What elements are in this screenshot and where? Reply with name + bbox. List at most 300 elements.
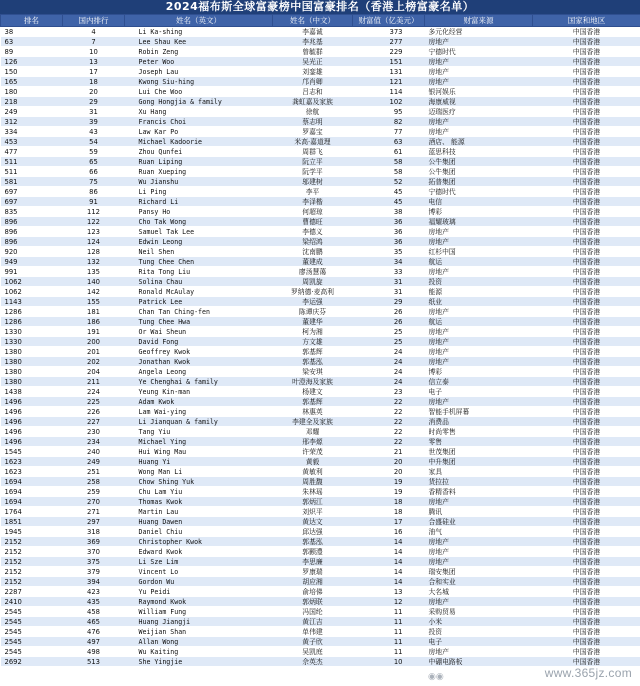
- cell-wealth: 45: [353, 197, 425, 207]
- cell-name-cn: 陈谭庆芬: [273, 307, 353, 317]
- table-row: [1, 177, 640, 187]
- cell-domestic-rank: 394: [63, 577, 125, 587]
- cell-name-cn: 李平: [273, 187, 353, 197]
- table-row: [1, 207, 640, 217]
- cell-name-en: Thomas Kwok: [125, 497, 273, 507]
- table-row: [1, 347, 640, 357]
- table-row: [1, 567, 640, 577]
- table-row: [1, 217, 640, 227]
- cell-rank: 1330: [1, 327, 63, 337]
- cell-rank: 1694: [1, 477, 63, 487]
- cell-rank: 697: [1, 187, 63, 197]
- cell-name-cn: 朱林瑶: [273, 487, 353, 497]
- cell-domestic-rank: 31: [63, 107, 125, 117]
- cell-name-en: Vincent Lo: [125, 567, 273, 577]
- cell-region: 中国香港: [533, 507, 640, 517]
- cell-name-cn: 黄敏利: [273, 467, 353, 477]
- cell-domestic-rank: 7: [63, 37, 125, 47]
- cell-name-cn: 李德义: [273, 227, 353, 237]
- cell-name-en: Edward Kwok: [125, 547, 273, 557]
- cell-region: 中国香港: [533, 47, 640, 57]
- cell-rank: 334: [1, 127, 63, 137]
- cell-name-en: Lam Wai-ying: [125, 407, 273, 417]
- cell-source: 合和实业: [425, 577, 533, 587]
- cell-source: 宁德时代: [425, 47, 533, 57]
- cell-source: 投资: [425, 627, 533, 637]
- cell-region: 中国香港: [533, 387, 640, 397]
- header-domestic-rank: 国内排行: [63, 15, 125, 27]
- cell-source: 时尚零售: [425, 427, 533, 437]
- cell-domestic-rank: 465: [63, 617, 125, 627]
- cell-region: 中国香港: [533, 607, 640, 617]
- table-row: [1, 147, 640, 157]
- cell-domestic-rank: 258: [63, 477, 125, 487]
- table-row: [1, 577, 640, 587]
- cell-source: 房地产: [425, 307, 533, 317]
- cell-rank: 1623: [1, 457, 63, 467]
- cell-region: 中国香港: [533, 657, 640, 667]
- table-row: [1, 337, 640, 347]
- cell-domestic-rank: 369: [63, 537, 125, 547]
- cell-wealth: 52: [353, 177, 425, 187]
- table-row: [1, 397, 640, 407]
- cell-wealth: 26: [353, 317, 425, 327]
- cell-name-en: Ronald McAulay: [125, 287, 273, 297]
- cell-rank: 2152: [1, 537, 63, 547]
- cell-name-cn: 曾毓群: [273, 47, 353, 57]
- cell-source: 房地产: [425, 57, 533, 67]
- cell-source: 货拉拉: [425, 477, 533, 487]
- cell-name-en: Li Jianquan & family: [125, 417, 273, 427]
- table-row: [1, 237, 640, 247]
- cell-rank: 2545: [1, 607, 63, 617]
- table-row: [1, 317, 640, 327]
- cell-wealth: 21: [353, 447, 425, 457]
- cell-rank: 1764: [1, 507, 63, 517]
- cell-source: 房地产: [425, 37, 533, 47]
- cell-region: 中国香港: [533, 147, 640, 157]
- cell-rank: 477: [1, 147, 63, 157]
- cell-domestic-rank: 135: [63, 267, 125, 277]
- cell-name-cn: 黄毅: [273, 457, 353, 467]
- cell-name-en: Hui Wing Mau: [125, 447, 273, 457]
- cell-region: 中国香港: [533, 117, 640, 127]
- cell-name-en: Ruan Xueping: [125, 167, 273, 177]
- cell-rank: 1286: [1, 317, 63, 327]
- cell-name-en: Patrick Lee: [125, 297, 273, 307]
- cell-source: 智能手机屏幕: [425, 407, 533, 417]
- table-row: [1, 487, 640, 497]
- cell-name-cn: 郭炳江: [273, 497, 353, 507]
- cell-region: 中国香港: [533, 497, 640, 507]
- cell-domestic-rank: 186: [63, 317, 125, 327]
- watermark: www.365jz.com: [544, 666, 632, 680]
- cell-name-cn: 梁安琪: [273, 367, 353, 377]
- cell-region: 中国香港: [533, 397, 640, 407]
- cell-wealth: 11: [353, 637, 425, 647]
- cell-name-cn: 罗嘉宝: [273, 127, 353, 137]
- cell-domestic-rank: 375: [63, 557, 125, 567]
- cell-region: 中国香港: [533, 287, 640, 297]
- table-row: [1, 187, 640, 197]
- cell-domestic-rank: 249: [63, 457, 125, 467]
- cell-domestic-rank: 54: [63, 137, 125, 147]
- cell-name-en: Gong Hongjia & family: [125, 97, 273, 107]
- cell-region: 中国香港: [533, 27, 640, 37]
- sheet-title: 2024福布斯全球富豪榜中国富豪排名（香港上榜富豪名单）: [0, 0, 640, 14]
- table-row: [1, 527, 640, 537]
- cell-region: 中国香港: [533, 637, 640, 647]
- cell-name-cn: 李兆基: [273, 37, 353, 47]
- cell-source: 房地产: [425, 127, 533, 137]
- cell-wealth: 24: [353, 357, 425, 367]
- table-row: [1, 167, 640, 177]
- cell-name-en: Daniel Chiu: [125, 527, 273, 537]
- cell-name-cn: 邬建树: [273, 177, 353, 187]
- cell-rank: 920: [1, 247, 63, 257]
- cell-rank: 1438: [1, 387, 63, 397]
- cell-name-en: Kwong Siu-hing: [125, 77, 273, 87]
- cell-region: 中国香港: [533, 247, 640, 257]
- table-row: [1, 587, 640, 597]
- cell-name-cn: 单伟建: [273, 627, 353, 637]
- cell-rank: 581: [1, 177, 63, 187]
- cell-name-cn: 黄达文: [273, 517, 353, 527]
- cell-rank: 2152: [1, 547, 63, 557]
- cell-domestic-rank: 128: [63, 247, 125, 257]
- cell-region: 中国香港: [533, 427, 640, 437]
- cell-source: 房地产: [425, 597, 533, 607]
- cell-region: 中国香港: [533, 157, 640, 167]
- table-row: [1, 367, 640, 377]
- cell-wealth: 12: [353, 597, 425, 607]
- cell-source: 中升集团: [425, 457, 533, 467]
- table-row: [1, 267, 640, 277]
- cell-region: 中国香港: [533, 447, 640, 457]
- cell-name-cn: 吕志和: [273, 87, 353, 97]
- cell-wealth: 11: [353, 647, 425, 657]
- cell-domestic-rank: 202: [63, 357, 125, 367]
- cell-name-en: Ye Chenghai & family: [125, 377, 273, 387]
- cell-rank: 1330: [1, 337, 63, 347]
- cell-domestic-rank: 122: [63, 217, 125, 227]
- cell-source: 采购贸易: [425, 607, 533, 617]
- cell-rank: 1694: [1, 497, 63, 507]
- cell-region: 中国香港: [533, 627, 640, 637]
- cell-rank: 2152: [1, 557, 63, 567]
- cell-region: 中国香港: [533, 477, 640, 487]
- cell-region: 中国香港: [533, 377, 640, 387]
- cell-source: 多元化经营: [425, 27, 533, 37]
- cell-domestic-rank: 18: [63, 77, 125, 87]
- cell-wealth: 22: [353, 417, 425, 427]
- cell-wealth: 77: [353, 127, 425, 137]
- cell-name-en: Lui Che Woo: [125, 87, 273, 97]
- cell-name-cn: 邢李㷧: [273, 437, 353, 447]
- cell-domestic-rank: 39: [63, 117, 125, 127]
- cell-rank: 1380: [1, 357, 63, 367]
- table-row: [1, 157, 640, 167]
- cell-name-en: Yeung Kin-man: [125, 387, 273, 397]
- cell-source: 公牛集团: [425, 167, 533, 177]
- cell-source: 小米: [425, 617, 533, 627]
- cell-name-en: Geoffrey Kwok: [125, 347, 273, 357]
- cell-source: 迈瑞医疗: [425, 107, 533, 117]
- cell-domestic-rank: 181: [63, 307, 125, 317]
- cell-name-en: Yu Peidi: [125, 587, 273, 597]
- cell-domestic-rank: 259: [63, 487, 125, 497]
- cell-name-cn: 周群飞: [273, 147, 353, 157]
- table-row: [1, 47, 640, 57]
- cell-rank: 896: [1, 217, 63, 227]
- cell-wealth: 11: [353, 607, 425, 617]
- cell-rank: 165: [1, 77, 63, 87]
- cell-region: 中国香港: [533, 207, 640, 217]
- table-row: [1, 137, 640, 147]
- cell-rank: 1545: [1, 447, 63, 457]
- cell-region: 中国香港: [533, 617, 640, 627]
- cell-name-cn: 何超琼: [273, 207, 353, 217]
- cell-rank: 1143: [1, 297, 63, 307]
- header-row: [1, 15, 640, 27]
- cell-domestic-rank: 234: [63, 437, 125, 447]
- cell-rank: 89: [1, 47, 63, 57]
- table-row: [1, 417, 640, 427]
- cell-name-cn: 曹德旺: [273, 217, 353, 227]
- cell-region: 中国香港: [533, 437, 640, 447]
- cell-domestic-rank: 318: [63, 527, 125, 537]
- cell-name-en: Li Sze Lim: [125, 557, 273, 567]
- cell-source: 房地产: [425, 357, 533, 367]
- cell-domestic-rank: 498: [63, 647, 125, 657]
- cell-name-en: Francis Choi: [125, 117, 273, 127]
- cell-wealth: 114: [353, 87, 425, 97]
- cell-rank: 1851: [1, 517, 63, 527]
- cell-region: 中国香港: [533, 527, 640, 537]
- cell-region: 中国香港: [533, 67, 640, 77]
- cell-source: 投资: [425, 277, 533, 287]
- table-row: [1, 327, 640, 337]
- cell-name-cn: 郭基泓: [273, 357, 353, 367]
- cell-name-en: Joseph Lau: [125, 67, 273, 77]
- cell-domestic-rank: 297: [63, 517, 125, 527]
- cell-region: 中国香港: [533, 647, 640, 657]
- cell-rank: 2545: [1, 647, 63, 657]
- cell-name-cn: 罗纳德·麦高利: [273, 287, 353, 297]
- cell-rank: 2545: [1, 637, 63, 647]
- cell-region: 中国香港: [533, 317, 640, 327]
- cell-wealth: 22: [353, 437, 425, 447]
- cell-rank: 1062: [1, 287, 63, 297]
- cell-name-cn: 龚虹嘉及家族: [273, 97, 353, 107]
- cell-region: 中国香港: [533, 417, 640, 427]
- cell-wealth: 229: [353, 47, 425, 57]
- cell-name-cn: 董建华: [273, 317, 353, 327]
- cell-domestic-rank: 132: [63, 257, 125, 267]
- cell-name-cn: 蔡志明: [273, 117, 353, 127]
- cell-region: 中国香港: [533, 297, 640, 307]
- cell-name-cn: 李运强: [273, 297, 353, 307]
- table-row: [1, 87, 640, 97]
- table-row: [1, 107, 640, 117]
- cell-source: 红杉中国: [425, 247, 533, 257]
- cell-name-en: Tang Yiu: [125, 427, 273, 437]
- cell-domestic-rank: 4: [63, 27, 125, 37]
- header-wealth: 财富值（亿美元）: [353, 15, 425, 27]
- cell-rank: 126: [1, 57, 63, 67]
- header-source: 财富来源: [425, 15, 533, 27]
- cell-wealth: 25: [353, 327, 425, 337]
- cell-wealth: 36: [353, 217, 425, 227]
- table-row: [1, 377, 640, 387]
- cell-region: 中国香港: [533, 307, 640, 317]
- cell-domestic-rank: 227: [63, 417, 125, 427]
- cell-source: 房地产: [425, 227, 533, 237]
- header-name-cn: 姓名（中文）: [273, 15, 353, 27]
- cell-name-cn: 柯为湘: [273, 327, 353, 337]
- table-row: [1, 537, 640, 547]
- cell-source: 世茂集团: [425, 447, 533, 457]
- cell-wealth: 25: [353, 337, 425, 347]
- cell-name-cn: 黄江吉: [273, 617, 353, 627]
- cell-rank: 511: [1, 157, 63, 167]
- cell-name-cn: 杨建文: [273, 387, 353, 397]
- table-row: [1, 387, 640, 397]
- cell-name-en: Angela Leong: [125, 367, 273, 377]
- cell-rank: 1496: [1, 427, 63, 437]
- cell-region: 中国香港: [533, 597, 640, 607]
- cell-region: 中国香港: [533, 197, 640, 207]
- cell-rank: 1380: [1, 347, 63, 357]
- cell-wealth: 58: [353, 167, 425, 177]
- cell-wealth: 34: [353, 257, 425, 267]
- cell-name-en: Jonathan Kwok: [125, 357, 273, 367]
- table-row: [1, 547, 640, 557]
- cell-rank: 896: [1, 237, 63, 247]
- cell-source: 房地产: [425, 327, 533, 337]
- cell-name-en: Wong Man Li: [125, 467, 273, 477]
- cell-rank: 1380: [1, 367, 63, 377]
- cell-domestic-rank: 497: [63, 637, 125, 647]
- table-row: [1, 447, 640, 457]
- cell-domestic-rank: 458: [63, 607, 125, 617]
- cell-source: 零售: [425, 437, 533, 447]
- cell-rank: 511: [1, 167, 63, 177]
- cell-name-cn: 徐航: [273, 107, 353, 117]
- table-row: [1, 287, 640, 297]
- cell-region: 中国香港: [533, 567, 640, 577]
- cell-region: 中国香港: [533, 177, 640, 187]
- table-row: [1, 597, 640, 607]
- cell-region: 中国香港: [533, 237, 640, 247]
- cell-region: 中国香港: [533, 557, 640, 567]
- cell-domestic-rank: 204: [63, 367, 125, 377]
- cell-name-en: Gordon Wu: [125, 577, 273, 587]
- cell-source: 宁德时代: [425, 187, 533, 197]
- cell-name-en: Huang Dawen: [125, 517, 273, 527]
- header-rank: 排名: [1, 15, 63, 27]
- cell-region: 中国香港: [533, 337, 640, 347]
- cell-region: 中国香港: [533, 107, 640, 117]
- cell-domestic-rank: 13: [63, 57, 125, 67]
- cell-wealth: 18: [353, 507, 425, 517]
- cell-name-cn: 沈南鹏: [273, 247, 353, 257]
- cell-source: 房地产: [425, 537, 533, 547]
- table-row: [1, 507, 640, 517]
- cell-source: 房地产: [425, 647, 533, 657]
- cell-region: 中国香港: [533, 97, 640, 107]
- cell-name-en: Law Kar Po: [125, 127, 273, 137]
- cell-name-cn: 郭炳联: [273, 597, 353, 607]
- table-row: [1, 427, 640, 437]
- cell-wealth: 18: [353, 497, 425, 507]
- table-body: [1, 27, 640, 667]
- cell-source: 香精香料: [425, 487, 533, 497]
- cell-source: 信立泰: [425, 377, 533, 387]
- cell-rank: 1623: [1, 467, 63, 477]
- cell-wealth: 26: [353, 307, 425, 317]
- cell-domestic-rank: 211: [63, 377, 125, 387]
- cell-name-en: Allan Wong: [125, 637, 273, 647]
- cell-rank: 453: [1, 137, 63, 147]
- cell-source: 中硼电路板: [425, 657, 533, 667]
- cell-source: 博彩: [425, 207, 533, 217]
- table-row: [1, 277, 640, 287]
- cell-rank: 1496: [1, 417, 63, 427]
- cell-name-en: Pansy Ho: [125, 207, 273, 217]
- cell-source: 房地产: [425, 77, 533, 87]
- cell-domestic-rank: 66: [63, 167, 125, 177]
- cell-name-cn: 刘銮雄: [273, 67, 353, 77]
- table-row: [1, 127, 640, 137]
- cell-rank: 2152: [1, 577, 63, 587]
- cell-name-cn: 米高·嘉道理: [273, 137, 353, 147]
- table-row: [1, 627, 640, 637]
- cell-source: 能源: [425, 287, 533, 297]
- cell-domestic-rank: 224: [63, 387, 125, 397]
- cell-domestic-rank: 379: [63, 567, 125, 577]
- cell-region: 中国香港: [533, 517, 640, 527]
- cell-wealth: 31: [353, 277, 425, 287]
- cell-region: 中国香港: [533, 327, 640, 337]
- cell-source: 房地产: [425, 347, 533, 357]
- cell-wealth: 10: [353, 657, 425, 667]
- cell-rank: 2545: [1, 627, 63, 637]
- cell-name-cn: 梁绍鸿: [273, 237, 353, 247]
- cell-region: 中国香港: [533, 37, 640, 47]
- cell-domestic-rank: 251: [63, 467, 125, 477]
- cell-wealth: 14: [353, 547, 425, 557]
- cell-domestic-rank: 200: [63, 337, 125, 347]
- cell-name-en: Chow Shing Yuk: [125, 477, 273, 487]
- cell-name-en: Cho Tak Wong: [125, 217, 273, 227]
- cell-source: 公牛集团: [425, 157, 533, 167]
- cell-region: 中国香港: [533, 267, 640, 277]
- cell-name-en: Huang Yi: [125, 457, 273, 467]
- cell-wealth: 373: [353, 27, 425, 37]
- cell-domestic-rank: 270: [63, 497, 125, 507]
- cell-name-en: William Fung: [125, 607, 273, 617]
- cell-domestic-rank: 225: [63, 397, 125, 407]
- cell-rank: 1945: [1, 527, 63, 537]
- cell-name-cn: 廖汤慧蔼: [273, 267, 353, 277]
- cell-wealth: 24: [353, 367, 425, 377]
- cell-name-en: Li Ping: [125, 187, 273, 197]
- cell-name-cn: 胡应湘: [273, 577, 353, 587]
- cell-domestic-rank: 240: [63, 447, 125, 457]
- cell-domestic-rank: 271: [63, 507, 125, 517]
- cell-name-cn: 邓耀: [273, 427, 353, 437]
